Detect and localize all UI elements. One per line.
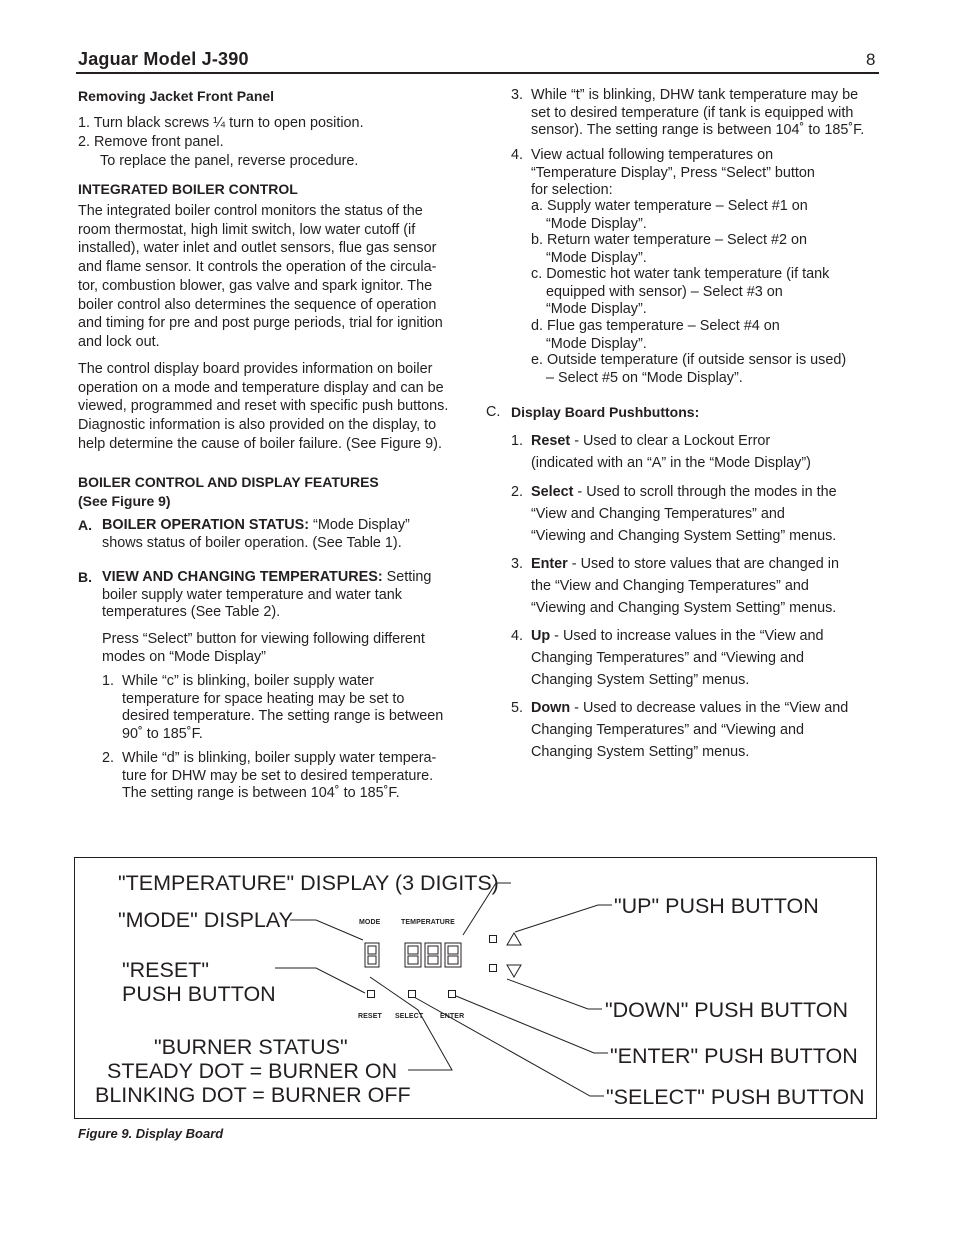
sub-item-d (531, 318, 780, 353)
text-line: View actual following temperatures on (531, 147, 774, 163)
text-line: and flame sensor. It controls the operation of the circula- (78, 259, 437, 276)
paragraph-ibc (78, 202, 443, 352)
text-line: b. Return water temperature – Select #2 on (531, 232, 807, 248)
label-burner-steady: STEADY DOT = BURNER ON (107, 1059, 398, 1083)
text-line: - Used to increase values in the “View and (550, 628, 824, 644)
text-line: “Mode Display”. (546, 335, 647, 352)
text-line: modes on “Mode Display” (102, 648, 266, 665)
item-b-label: B. (78, 569, 92, 585)
list-item-4 (531, 147, 815, 200)
text-line: “Viewing and Changing System Setting” menus. (531, 528, 837, 544)
text-line: Changing System Setting” menus. (531, 672, 750, 688)
text-line: the “View and Changing Temperatures” and (531, 578, 809, 594)
step-2-note: To replace the panel, reverse procedure. (100, 153, 359, 169)
seven-segment-icon (364, 942, 380, 968)
text-line: tor, combustion blower, gas valve and spark ignitor. The (78, 277, 433, 294)
item-b-title: VIEW AND CHANGING TEMPERATURES: (102, 569, 383, 585)
list-item-1-num: 1. (102, 673, 115, 689)
text-line: c. Domestic hot water tank temperature (if tank (531, 266, 830, 282)
text-line: and timing for pre and post purge periods, trial for ignition (78, 315, 443, 332)
text-line: and lock out. (78, 333, 160, 350)
heading-removing-jacket: Removing Jacket Front Panel (78, 88, 275, 104)
up-button-icon[interactable] (489, 935, 497, 943)
page-title: Jaguar Model J-390 (78, 49, 249, 69)
text-line: e. Outside temperature (if outside sensor is used) (531, 352, 847, 368)
item-title: Select (531, 484, 574, 500)
item-a-title: BOILER OPERATION STATUS: (102, 517, 310, 533)
item-title: Reset (531, 433, 571, 449)
list-item-3 (531, 87, 864, 140)
text-line: viewed, programmed and reset with specific push buttons. (78, 398, 449, 415)
label-burner-blinking: BLINKING DOT = BURNER OFF (95, 1083, 411, 1107)
text-line: The integrated boiler control monitors the status of the (78, 203, 423, 219)
panel-label-select: SELECT (395, 1013, 424, 1020)
item-a-text: “Mode Display” (309, 517, 410, 533)
item-b-text-2: boiler supply water temperature and water tank (102, 586, 402, 603)
figure-caption: Figure 9. Display Board (78, 1126, 224, 1141)
heading-features-sub: (See Figure 9) (78, 493, 171, 509)
text-line: Press “Select” button for viewing following different (102, 631, 425, 647)
label-down-button: "DOWN" PUSH BUTTON (605, 998, 849, 1022)
item-number: 2. (511, 484, 524, 500)
text-line: operation on a mode and temperature display and can be (78, 379, 444, 396)
item-a-text-2: shows status of boiler operation. (See Table 1). (102, 534, 402, 551)
text-line: equipped with sensor) – Select #3 on (546, 283, 783, 300)
section-c-label: C. (486, 404, 501, 420)
text-line: “Mode Display”. (546, 215, 647, 232)
item-title: Down (531, 700, 571, 716)
panel-label-mode: MODE (359, 919, 381, 926)
text-line: Diagnostic information is also provided on the display, to (78, 417, 437, 434)
item-title: Enter (531, 556, 568, 572)
sub-item-b (531, 232, 807, 267)
text-line: Changing Temperatures” and “Viewing and (531, 722, 805, 738)
list-item-2 (122, 750, 436, 803)
text-line: Changing Temperatures” and “Viewing and (531, 650, 805, 666)
text-line: – Select #5 on “Mode Display”. (546, 369, 743, 386)
text-line: Changing System Setting” menus. (531, 744, 750, 760)
text-line: - Used to clear a Lockout Error (570, 433, 771, 449)
text-line: desired temperature. The setting range is between (122, 708, 444, 724)
select-button-icon[interactable] (408, 990, 416, 998)
panel-label-reset: RESET (358, 1013, 382, 1020)
item-title: Up (531, 628, 551, 644)
label-reset-line1: "RESET" (122, 958, 209, 982)
item-b (102, 569, 431, 622)
label-up-button: "UP" PUSH BUTTON (614, 894, 819, 918)
heading-features: BOILER CONTROL AND DISPLAY FEATURES (78, 474, 379, 490)
text-line: While “t” is blinking, DHW tank temperature may be (531, 87, 859, 103)
text-line: “Mode Display”. (546, 301, 647, 317)
section-c-heading: Display Board Pushbuttons: (511, 404, 700, 420)
item-a-label: A. (78, 517, 92, 533)
item-number: 5. (511, 700, 524, 716)
label-enter-button: "ENTER" PUSH BUTTON (610, 1044, 858, 1068)
list-item-2-num: 2. (102, 750, 115, 766)
list-item-3-num: 3. (511, 87, 524, 103)
text-line: “View and Changing Temperatures” and (531, 506, 785, 522)
sub-item-c (531, 266, 829, 319)
mode-digit-display (364, 942, 380, 968)
temperature-digits-display (404, 942, 462, 968)
text-line: “Mode Display”. (546, 249, 647, 266)
seven-segment-icon (404, 942, 462, 968)
panel-label-enter: ENTER (440, 1013, 465, 1020)
text-line: installed), water inlet and outlet sensors, flue gas sensor (78, 240, 437, 257)
panel-label-temperature: TEMPERATURE (401, 919, 455, 926)
text-line: sensor). The setting range is between 104˚ to 185˚F. (531, 122, 865, 138)
text-line: for selection: (531, 182, 613, 198)
page-number: 8 (866, 50, 876, 69)
list-item-1 (122, 673, 443, 743)
label-temperature-display: "TEMPERATURE" DISPLAY (3 DIGITS) (118, 871, 499, 895)
text-line: “Viewing and Changing System Setting” menus. (531, 600, 837, 616)
item-number: 1. (511, 433, 524, 449)
text-line: “Temperature Display”, Press “Select” button (531, 164, 815, 181)
heading-integrated-boiler-control: INTEGRATED BOILER CONTROL (78, 181, 298, 197)
text-line: The control display board provides information on boiler (78, 361, 433, 377)
text-line: d. Flue gas temperature – Select #4 on (531, 318, 780, 334)
press-select-note (102, 631, 425, 666)
label-reset-line2: PUSH BUTTON (122, 982, 276, 1006)
text-line: While “d” is blinking, boiler supply water tempera- (122, 750, 437, 766)
list-item-4-num: 4. (511, 147, 524, 163)
header-rule (76, 72, 879, 74)
text-line: (indicated with an “A” in the “Mode Display”) (531, 455, 811, 471)
item-a (102, 517, 410, 552)
text-line: ture for DHW may be set to desired temperature. (122, 767, 434, 784)
label-burner-status: "BURNER STATUS" (154, 1035, 348, 1059)
text-line: boiler control also determines the sequence of operation (78, 296, 437, 313)
label-mode-display: "MODE" DISPLAY (118, 908, 293, 932)
paragraph-display-board (78, 360, 448, 454)
reset-button-icon[interactable] (367, 990, 375, 998)
step-2: 2. Remove front panel. (78, 134, 224, 150)
down-button-icon[interactable] (489, 964, 497, 972)
text-line: - Used to decrease values in the “View and (570, 700, 849, 716)
text-line: room thermostat, high limit switch, low water cutoff (if (78, 221, 416, 238)
text-line: help determine the cause of boiler failure. (See Figure 9). (78, 435, 442, 452)
item-b-text-3: temperatures (See Table 2). (102, 604, 281, 620)
text-line: The setting range is between 104˚ to 185˚F. (122, 785, 400, 801)
item-number: 3. (511, 556, 524, 572)
text-line: While “c” is blinking, boiler supply water (122, 673, 374, 689)
item-b-text: Setting (382, 569, 432, 585)
label-select-button: "SELECT" PUSH BUTTON (606, 1085, 865, 1109)
sub-item-e (531, 352, 846, 387)
text-line: 90˚ to 185˚F. (122, 725, 203, 742)
item-number: 4. (511, 628, 524, 644)
step-1: 1. Turn black screws ¼ turn to open position. (78, 115, 364, 131)
text-line: a. Supply water temperature – Select #1 on (531, 198, 808, 214)
sub-item-a (531, 198, 808, 233)
text-line: set to desired temperature (if tank is equipped with (531, 104, 854, 121)
enter-button-icon[interactable] (448, 990, 456, 998)
text-line: - Used to scroll through the modes in the (573, 484, 837, 500)
text-line: temperature for space heating may be set to (122, 690, 405, 707)
text-line: - Used to store values that are changed in (567, 556, 839, 572)
